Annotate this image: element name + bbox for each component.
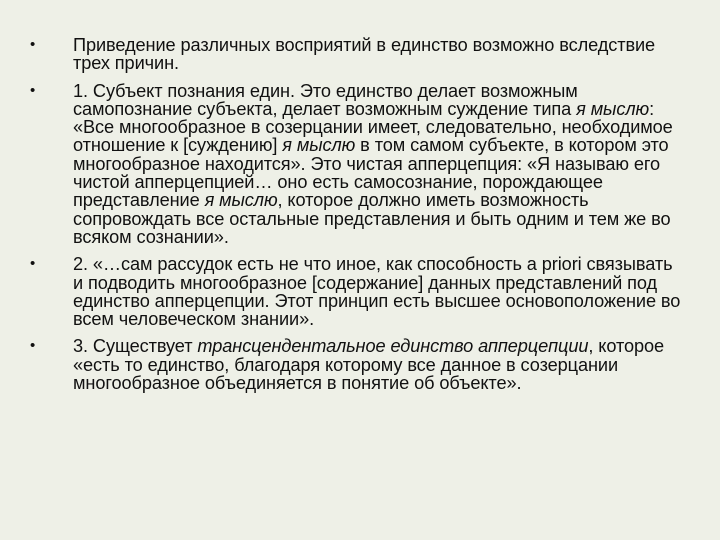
text-segment: 1. Субъект познания един. Это единство делает возможным самопознание субъекта, делает возможным суждение типа	[73, 80, 578, 119]
italic-text-segment: трансцендентальное единство апперцепции	[197, 336, 589, 357]
bullet-list	[30, 36, 685, 401]
italic-text-segment: я мыслю	[282, 135, 356, 156]
bullet-item-4	[30, 337, 685, 392]
text-segment: 3. Существует	[73, 336, 198, 357]
text-segment: , которое «есть то единство, благодаря которому все данное в созерцании многообразное объединяется в понятие об объекте».	[73, 336, 665, 394]
bullet-point-icon: •	[30, 337, 36, 355]
text-segment: в том самом субъекте, в котором это многообразное находится». Это чистая апперцепция: «Я называю его чистой апперцепцией… оно есть самосознание, порождающее представление	[73, 135, 669, 211]
text-segment: , которое должно иметь возможность сопровождать все остальные представления и быть одним и тем же во всяком сознании».	[73, 190, 671, 247]
text-segment: 2. «…сам рассудок есть не что иное, как способность a priori связывать и подводить многообразное [содержание] данных представлений под единство апперцепции. Этот принцип есть высшее основоположение во всем человеческом знании».	[73, 254, 681, 330]
italic-text-segment: я мыслю	[204, 190, 278, 211]
text-segment: Приведение различных восприятий в единство возможно вследствие трех причин.	[73, 35, 656, 74]
bullet-point-icon: •	[30, 36, 36, 53]
bullet-item-1	[30, 36, 685, 73]
bullet-item-2	[30, 82, 685, 247]
bullet-point-icon: •	[30, 255, 36, 273]
text-segment: : «Все многообразное в созерцании имеет, следовательно, необходимое отношение к [суждению]	[73, 98, 673, 156]
bullet-point-icon: •	[30, 81, 36, 99]
italic-text-segment: я мыслю	[576, 98, 650, 119]
bullet-item-3	[30, 255, 685, 328]
